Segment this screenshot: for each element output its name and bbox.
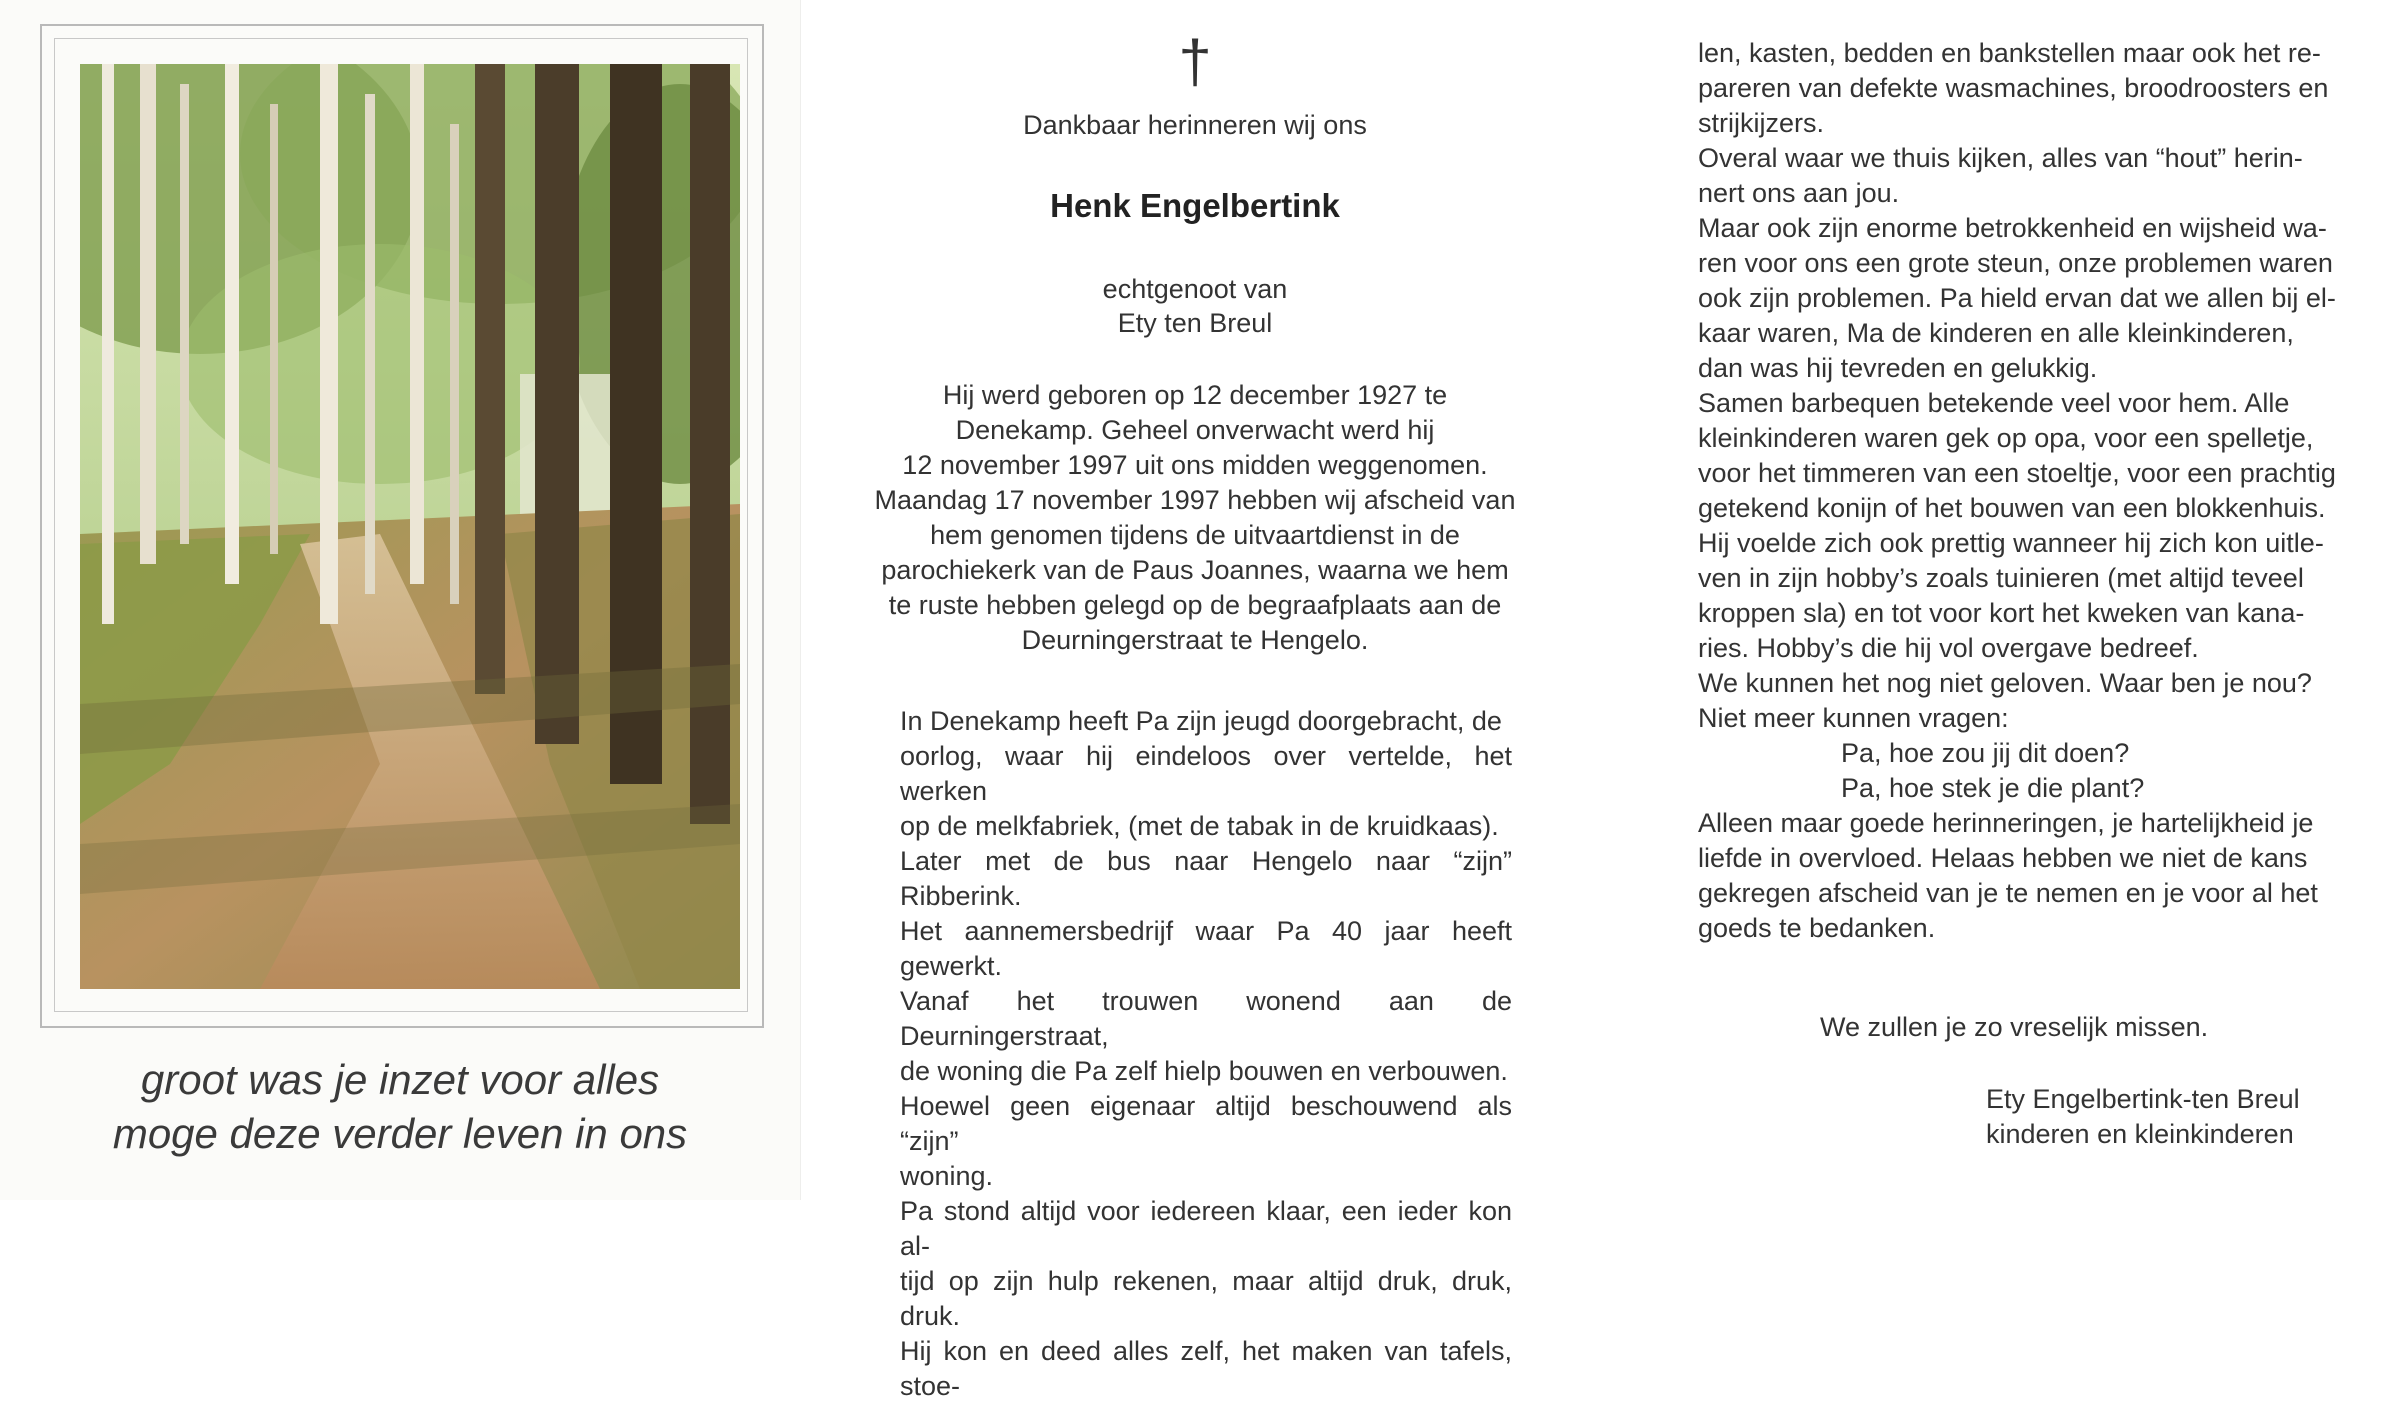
story-line: tijd op zijn hulp rekenen, maar altijd druk, druk, druk. — [900, 1266, 1512, 1331]
story-line: Overal waar we thuis kijken, alles van “hout” herin- — [1698, 143, 2303, 173]
story-line: ries. Hobby’s die hij vol overgave bedreef. — [1698, 633, 2199, 663]
bio-line: Denekamp. Geheel onverwacht werd hij — [955, 415, 1435, 445]
story-line: Vanaf het trouwen wonend aan de Deurningerstraat, — [900, 986, 1512, 1051]
bio-line: Hij werd geboren op 12 december 1927 te — [942, 380, 1448, 410]
spouse-label: echtgenoot van — [1102, 274, 1288, 304]
right-text-panel — [1590, 0, 2384, 1200]
story-line: len, kasten, bedden en bankstellen maar ook het re- — [1698, 38, 2321, 68]
spouse-name: Ety ten Breul — [1117, 308, 1273, 338]
story-line: Het aannemersbedrijf waar Pa 40 jaar heeft gewerkt. — [900, 916, 1512, 981]
story-line: kaar waren, Ma de kinderen en alle kleinkinderen, — [1698, 318, 2294, 348]
story-line: woning. — [900, 1161, 994, 1191]
story-line: Samen barbequen betekende veel voor hem. Alle — [1698, 388, 2290, 418]
story-line: kleinkinderen waren gek op opa, voor een spelletje, — [1698, 423, 2314, 453]
cross-icon: † — [1178, 28, 1212, 95]
closing-line: Alleen maar goede herinneringen, je hartelijkheid je — [1698, 808, 2314, 838]
bio-line: te ruste hebben gelegd op de begraafplaats aan de — [888, 590, 1502, 620]
verse-line-2: moge deze verder leven in ons — [112, 1110, 688, 1157]
story-line: strijkijzers. — [1698, 108, 1824, 138]
story-paragraph-part-2 — [1698, 36, 2338, 946]
closing-line: goeds te bedanken. — [1698, 913, 1936, 943]
story-line: ook zijn problemen. Pa hield ervan dat we allen bij el- — [1698, 283, 2336, 313]
story-line: Maar ook zijn enorme betrokkenheid en wijsheid wa- — [1698, 213, 2327, 243]
verse-line-1: groot was je inzet voor alles — [140, 1056, 660, 1103]
story-line: de woning die Pa zelf hielp bouwen en verbouwen. — [900, 1056, 1508, 1086]
question-line: Pa, hoe zou jij dit doen? — [1841, 738, 2130, 768]
story-line: Later met de bus naar Hengelo naar “zijn” Ribberink. — [900, 846, 1512, 911]
bio-line: Maandag 17 november 1997 hebben wij afscheid van — [874, 485, 1516, 515]
story-line: Niet meer kunnen vragen: — [1698, 703, 2009, 733]
deceased-name: Henk Engelbertink — [1050, 187, 1340, 224]
story-line: nert ons aan jou. — [1698, 178, 1900, 208]
story-line: ren voor ons een grote steun, onze problemen waren — [1698, 248, 2333, 278]
bio-line: parochiekerk van de Paus Joannes, waarna we hem — [881, 555, 1509, 585]
bio-line: Deurningerstraat te Hengelo. — [1021, 625, 1369, 655]
signature-family: kinderen en kleinkinderen — [1986, 1119, 2294, 1149]
story-line: In Denekamp heeft Pa zijn jeugd doorgebracht, de — [900, 706, 1502, 736]
photo-panel — [0, 0, 801, 1200]
story-line: voor het timmeren van een stoeltje, voor een prachtig — [1698, 458, 2336, 488]
story-line: ven in zijn hobby’s zoals tuinieren (met altijd teveel — [1698, 563, 2304, 593]
closing-line: gekregen afscheid van je te nemen en je voor al het — [1698, 878, 2318, 908]
question-line: Pa, hoe stek je die plant? — [1841, 773, 2145, 803]
story-line: dan was hij tevreden en gelukkig. — [1698, 353, 2098, 383]
story-line: op de melkfabriek, (met de tabak in de kruidkaas). — [900, 811, 1499, 841]
bio-paragraph — [800, 378, 1590, 658]
story-line: getekend konijn of het bouwen van een blokkenhuis. — [1698, 493, 2326, 523]
story-line: Hij voelde zich ook prettig wanneer hij zich kon uitle- — [1698, 528, 2324, 558]
story-line: kroppen sla) en tot voor kort het kweken van kana- — [1698, 598, 2305, 628]
farewell-line: We zullen je zo vreselijk missen. — [1820, 1012, 2209, 1042]
story-paragraph-part-1 — [900, 704, 1512, 1404]
story-line: oorlog, waar hij eindeloos over vertelde, het werken — [900, 741, 1512, 806]
forest-path-photo — [80, 64, 740, 989]
signature-name: Ety Engelbertink-ten Breul — [1986, 1084, 2300, 1114]
story-line: pareren van defekte wasmachines, broodroosters en — [1698, 73, 2329, 103]
story-line: We kunnen het nog niet geloven. Waar ben je nou? — [1698, 668, 2312, 698]
bio-line: hem genomen tijdens de uitvaartdienst in de — [930, 520, 1460, 550]
bio-line: 12 november 1997 uit ons midden weggenomen. — [902, 450, 1488, 480]
story-line: Pa stond altijd voor iedereen klaar, een ieder kon al- — [900, 1196, 1512, 1261]
story-line: Hoewel geen eigenaar altijd beschouwend als “zijn” — [900, 1091, 1512, 1156]
middle-text-panel — [800, 0, 1590, 1401]
story-line: Hij kon en deed alles zelf, het maken van tafels, stoe- — [900, 1336, 1512, 1401]
closing-line: liefde in overvloed. Helaas hebben we niet de kans — [1698, 843, 2308, 873]
intro-text: Dankbaar herinneren wij ons — [1023, 110, 1367, 140]
